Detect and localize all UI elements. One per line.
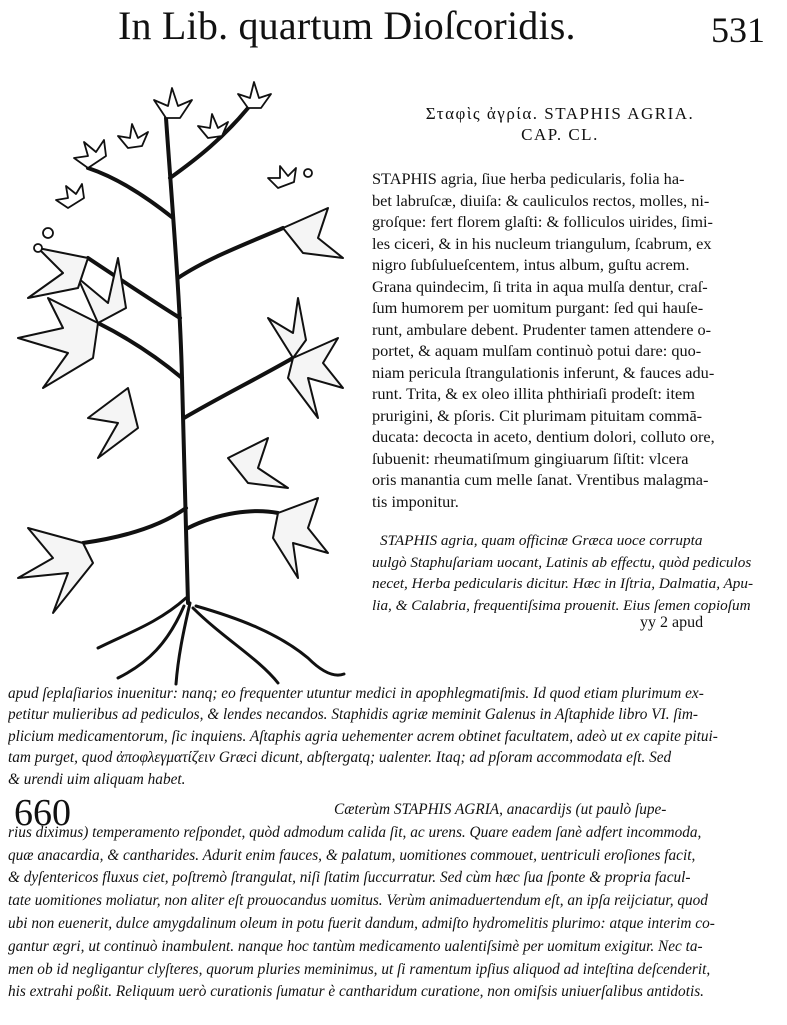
text-line: & dyſentericos fluxus ciet, poſtremò ſtrangulat, niſi ſtatim ſuccurratur. Sed cùm hæc ſua ſponte & propria facul- (8, 869, 691, 887)
page-number: 531 (711, 10, 765, 50)
text-line: petitur mulieribus ad pediculos, & lendes necandos. Staphidis agriæ meminit Galenus in Aſtaphide libro VI. ſim- (8, 706, 699, 724)
text-line: & urendi uim aliquam habet. (8, 770, 186, 788)
text-line: Grana quindecim, ſi trita in aqua mulſa dentur, craſ- (372, 276, 708, 296)
text-line: bet labruſcæ, diuiſa: & cauliculos rectos, molles, ni- (372, 190, 710, 210)
margin-number: 660 (14, 792, 71, 834)
text-line: men ob id negligantur clyſteres, quorum pluries meminimus, ut ſi ramentum ipſius aliquod ad inteſtina deſcenderit, (8, 960, 711, 978)
text-line: quæ anacardia, & cantharides. Adurit enim fauces, & palatum, uomitiones commouet, uentriculi eroſiones facit, (8, 846, 696, 864)
text-line: ſubuenit: rheumatiſmum gingiuarum ſiſtit: vlcera (372, 448, 689, 468)
text-line: rius diximus) temperamento reſpondet, quòd admodum calida ſit, ac urens. Quare eadem ſanè adfert incommoda, (8, 823, 702, 841)
staphis-agria-woodcut-illustration (8, 58, 348, 686)
chapter-number: CAP. CL. (521, 125, 599, 144)
running-header: In Lib. quartum Dioſcoridis. (118, 3, 576, 48)
section-title: Σταφὶς ἀγρία. STAPHIS AGRIA. (425, 104, 695, 123)
text-line: ubi non euenerit, dulce amygdalinum oleum in potu fuerit dandum, admiſto hydromelitis plurimo: atque interim co- (8, 915, 715, 932)
text-line: tam purget, quod ἀποφλεγματίζειν Græci dicunt, abſtergatq; ualenter. Itaq; ad pſoram accommodata eſt. Sed (8, 749, 672, 767)
root-drawing (98, 598, 344, 684)
text-line: gantur ægri, ut continuò inambulent. nanque hoc tantùm medicamento ualentiſsimè per uomitum exigitur. Nec ta- (8, 937, 703, 955)
text-line: Cæterùm STAPHIS AGRIA, anacardijs (ut paulò ſupe- (334, 801, 667, 818)
text-line: apud ſeplaſiarios inuenitur: nanq; eo frequenter utuntur medici in apophlegmatiſmis. Id quod etiam plurimum ex- (8, 685, 704, 702)
text-line: his extrahi poßit. Reliquum uerò curationis ſumatur è cantharidum curatione, non omiſsis uniuerſalibus antidotis. (8, 983, 704, 1001)
leaves-drawing (18, 208, 343, 613)
text-line: groſque: fert florem glaſti: & folliculos uirides, ſimi- (372, 212, 713, 231)
text-line: oris manantia cum melle ſanat. Vrentibus malagma- (372, 470, 709, 489)
text-line: tis imponitur. (372, 491, 459, 511)
stem-drawing (83, 108, 293, 603)
text-line: ſum humorem per uomitum purgant: ſed qui hauſe- (372, 298, 704, 317)
text-line: ducata: decocta in aceto, dentium dolori, colluto ore, (372, 427, 715, 446)
text-line: nigro ſubſulueſcentem, intus album, guſtu acrem. (372, 255, 690, 274)
text-line: runt. Trita, & ex oleo illita phthiriaſi prodeſt: item (372, 384, 695, 403)
text-line: lia, & Calabria, frequentiſsima prouenit. Eius ſemen copioſum (372, 596, 751, 614)
text-line: prurigini, & pſoris. Cit plurimam pituitam commā- (372, 405, 703, 425)
text-line: STAPHIS agria, ſiue herba pedicularis, folia ha- (372, 169, 685, 188)
text-line: niam pericula ſtrangulationis inferunt, & fauces adu- (372, 362, 715, 382)
text-line: uulgò Staphuſariam uocant, Latinis ab effectu, quòd pediculos (372, 553, 752, 571)
text-line: tate uomitiones moliatur, non aliter eſt prouocandus uomitus. Verùm animaduertendum eſt, an ipſa reijciatur, quod (8, 892, 708, 910)
text-line: runt, ambulare debent. Prudenter tamen attendere o- (372, 319, 712, 339)
text-line: les ciceri, & in his nucleum triangulum, ſcabrum, ex (372, 233, 712, 253)
text-line: plicium medicamentorum, ſic inquiens. Aſtaphis agria uehementer acrem obtinet facultatem, adeò ut ex capite pitui- (8, 727, 718, 745)
signature-mark: yy 2 apud (640, 614, 704, 631)
text-line: STAPHIS agria, quam officinæ Græca uoce corrupta (380, 532, 703, 549)
text-line: portet, & aquam mulſam continuò potui dare: quo- (372, 341, 702, 360)
text-line: necet, Herba pedicularis dicitur. Hæc in Iſtria, Dalmatia, Apu- (372, 575, 754, 592)
